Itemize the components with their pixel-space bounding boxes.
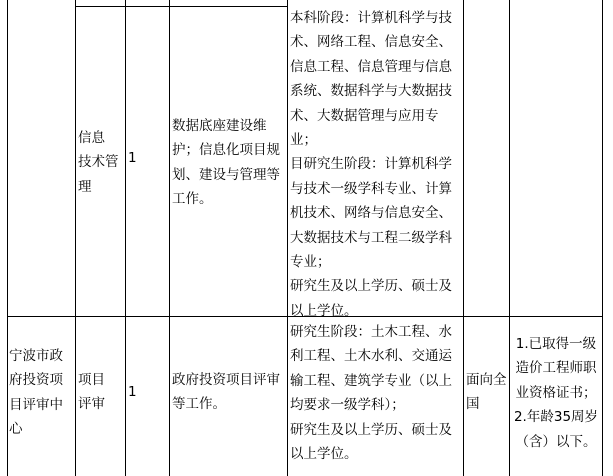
count-cell: 1: [128, 384, 137, 400]
grid-line: [463, 0, 464, 476]
count-cell: 1: [128, 150, 137, 166]
grid-line: [125, 0, 126, 476]
requirements-cell: 本科阶段：计算机科学与技 术、网络工程、信息安全、 信息工程、信息管理与信息 系统、数据科学与大数据技 术、大数据管理与应用专 业； 目研究生阶段：计算机科学 与技术一级学科专业、计算 机技术、网络与信息安全、 大数据技术与工程二级学科 专业； 研究生及以上学历、硕士及 以上学位。: [290, 10, 452, 319]
duties-cell: 数据底座建设维 护；信息化项目规 划、建设与管理等 工作。: [172, 118, 280, 208]
requirements-cell: 研究生阶段：土木工程、水 利工程、土木水利、交通运 输工程、建筑学专业（以上 均要求一级学科）； 研究生及以上学历、硕士及 以上学位。: [290, 324, 452, 463]
grid-line: [75, 0, 76, 476]
position-cell: 项目 评审: [78, 372, 105, 413]
position-cell: 信息 技术管 理: [78, 130, 119, 195]
grid-line: [169, 0, 170, 476]
unit-cell: 宁波市政 府投资项 目评审中 心: [9, 348, 63, 438]
grid-line: [602, 0, 603, 476]
duties-cell: 政府投资项目评审 等工作。: [172, 372, 280, 413]
grid-line: [75, 6, 287, 7]
grid-line: [287, 0, 288, 476]
other-cell: 1.已取得一级 造价工程师职 业资格证书； 2.年龄35周岁 （含）以下。: [513, 336, 599, 450]
grid-line: [7, 0, 8, 476]
scope-cell: 面向全 国: [466, 372, 507, 413]
